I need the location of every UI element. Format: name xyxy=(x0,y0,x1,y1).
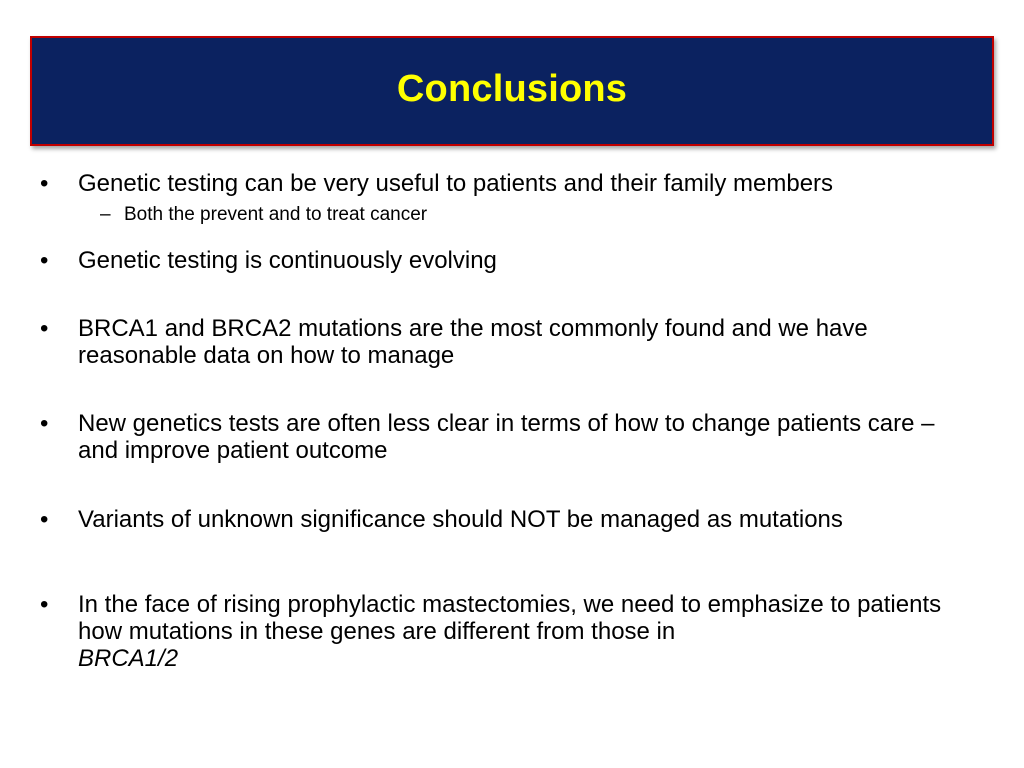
sub-bullet-text: Both the prevent and to treat cancer xyxy=(124,204,428,225)
slide-title: Conclusions xyxy=(396,67,628,110)
bullet-marker: • xyxy=(40,410,49,437)
bullet-text: Genetic testing can be very useful to patients and their family members xyxy=(78,170,834,197)
bullet-marker: • xyxy=(40,170,49,197)
bullet-text: Variants of unknown significance should NOT be managed as mutations xyxy=(78,506,843,533)
bullet-marker: • xyxy=(40,315,49,342)
bullet-text: Genetic testing is continuously evolving xyxy=(78,247,497,274)
sub-bullet-marker: – xyxy=(100,204,111,225)
bullet-marker: • xyxy=(40,247,49,274)
bullet-italic-term: BRCA1/2 xyxy=(78,645,179,672)
bullet-text: In the face of rising prophylactic mastectomies, we need to emphasize to patients how mutations in these genes are different from those in xyxy=(78,591,942,645)
bullet-text: New genetics tests are often less clear in terms of how to change patients care – and improve patient outcome xyxy=(78,410,935,464)
bullet-marker: • xyxy=(40,506,49,533)
bullet-text-with-italic xyxy=(78,591,978,672)
bullet-text: BRCA1 and BRCA2 mutations are the most commonly found and we have reasonable data on how to manage xyxy=(78,315,868,369)
bullet-marker: • xyxy=(40,591,49,618)
